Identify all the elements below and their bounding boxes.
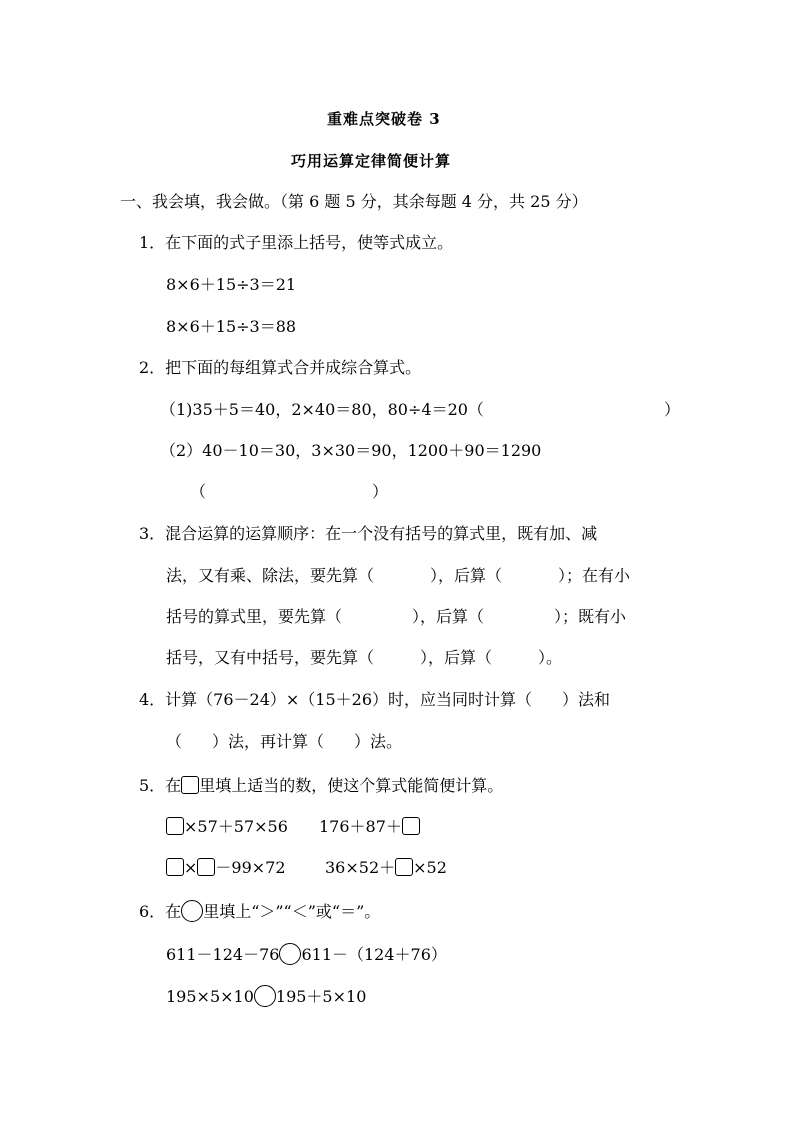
q2-line-1 — [160, 400, 484, 420]
q3-l2-a: 法，又有乘、除法，要先算（ — [166, 566, 375, 585]
q2-answer-close: ） — [372, 482, 389, 501]
q6-c1-a: 611－124－76 — [166, 945, 280, 964]
q5-prompt-a: 5．在 — [139, 776, 182, 795]
q4-l2-a: （ — [166, 732, 183, 751]
q3-l4-b: ），后算（ — [420, 648, 493, 667]
q1-equation-2: 8×6＋15÷3＝88 — [166, 317, 297, 336]
q3-l2-c: ）；在有小 — [558, 566, 631, 585]
paper-title: 重难点突破卷 3 — [327, 110, 441, 128]
q5-e4-a: 36×52＋ — [325, 858, 396, 877]
paper-subtitle: 巧用运算定律简便计算 — [291, 152, 452, 170]
q5-e3-a: × — [184, 858, 198, 877]
q5-prompt — [139, 776, 503, 796]
q3-line-2 — [166, 566, 630, 586]
q6-comparison-2 — [166, 985, 366, 1007]
circle-icon — [181, 900, 203, 922]
q5-expression-1 — [166, 817, 288, 837]
square-box-icon — [181, 776, 199, 794]
q5-e4-b: ×52 — [413, 858, 447, 877]
q1-equation-1: 8×6＋15÷3＝21 — [166, 275, 297, 294]
q3-line-1: 3．混合运算的运算顺序：在一个没有括号的算式里，既有加、减 — [139, 524, 598, 543]
q6-c1-b: 611－（124＋76） — [301, 945, 447, 964]
q3-l3-c: ）；既有小 — [554, 607, 627, 626]
q2-line-1-close: ） — [664, 400, 681, 419]
q6-prompt-b: 里填上“＞”“＜”或“＝”。 — [203, 902, 381, 921]
answer-circle-1[interactable] — [279, 943, 301, 965]
q5-e1-text: ×57＋57×56 — [184, 817, 288, 836]
q3-l4-a: 括号，又有中括号，要先算（ — [166, 648, 375, 667]
q5-expression-2 — [319, 817, 420, 837]
q6-prompt — [139, 900, 380, 922]
q3-l4-c: ）。 — [538, 648, 563, 667]
q4-l1-b: ）法和 — [562, 690, 611, 709]
q2-answer-open: （ — [190, 482, 207, 501]
q4-l2-c: ）法。 — [354, 732, 403, 751]
q6-prompt-a: 6．在 — [139, 902, 182, 921]
answer-box-1[interactable] — [166, 817, 184, 835]
section-heading: 一、我会填，我会做。（第 6 题 5 分，其余每题 4 分，共 25 分） — [120, 192, 588, 211]
q5-prompt-b: 里填上适当的数，使这个算式能简便计算。 — [199, 776, 504, 795]
q6-comparison-1 — [166, 943, 447, 965]
q4-line-2 — [166, 732, 402, 752]
q2-line-1-text: （1)35＋5＝40，2×40＝80，80÷4＝20（ — [160, 400, 484, 419]
q3-l3-b: ），后算（ — [412, 607, 485, 626]
answer-box-2[interactable] — [402, 817, 420, 835]
q4-line-1 — [139, 690, 610, 710]
q6-c2-a: 195×5×10 — [166, 987, 254, 1006]
q6-c2-b: 195＋5×10 — [275, 987, 367, 1006]
q3-l3-a: 括号的算式里，要先算（ — [166, 607, 343, 626]
q4-l1-a: 4．计算（76－24）×（15＋26）时，应当同时计算（ — [139, 690, 533, 709]
answer-box-5[interactable] — [395, 858, 413, 876]
answer-circle-2[interactable] — [254, 985, 276, 1007]
q1-prompt: 1．在下面的式子里添上括号，使等式成立。 — [139, 233, 454, 252]
answer-box-4[interactable] — [197, 858, 215, 876]
answer-box-3[interactable] — [166, 858, 184, 876]
q5-e2-text: 176＋87＋ — [319, 817, 402, 836]
q2-prompt: 2．把下面的每组算式合并成综合算式。 — [139, 358, 422, 377]
q3-line-4 — [166, 648, 562, 668]
q2-line-2: （2）40－10＝30，3×30＝90，1200＋90＝1290 — [160, 441, 542, 460]
q5-expression-4 — [325, 858, 447, 878]
q3-line-3 — [166, 607, 626, 627]
q4-l2-b: ）法，再计算（ — [212, 732, 325, 751]
q5-e3-b: －99×72 — [215, 858, 286, 877]
q5-expression-3 — [166, 858, 286, 878]
q3-l2-b: ），后算（ — [430, 566, 503, 585]
